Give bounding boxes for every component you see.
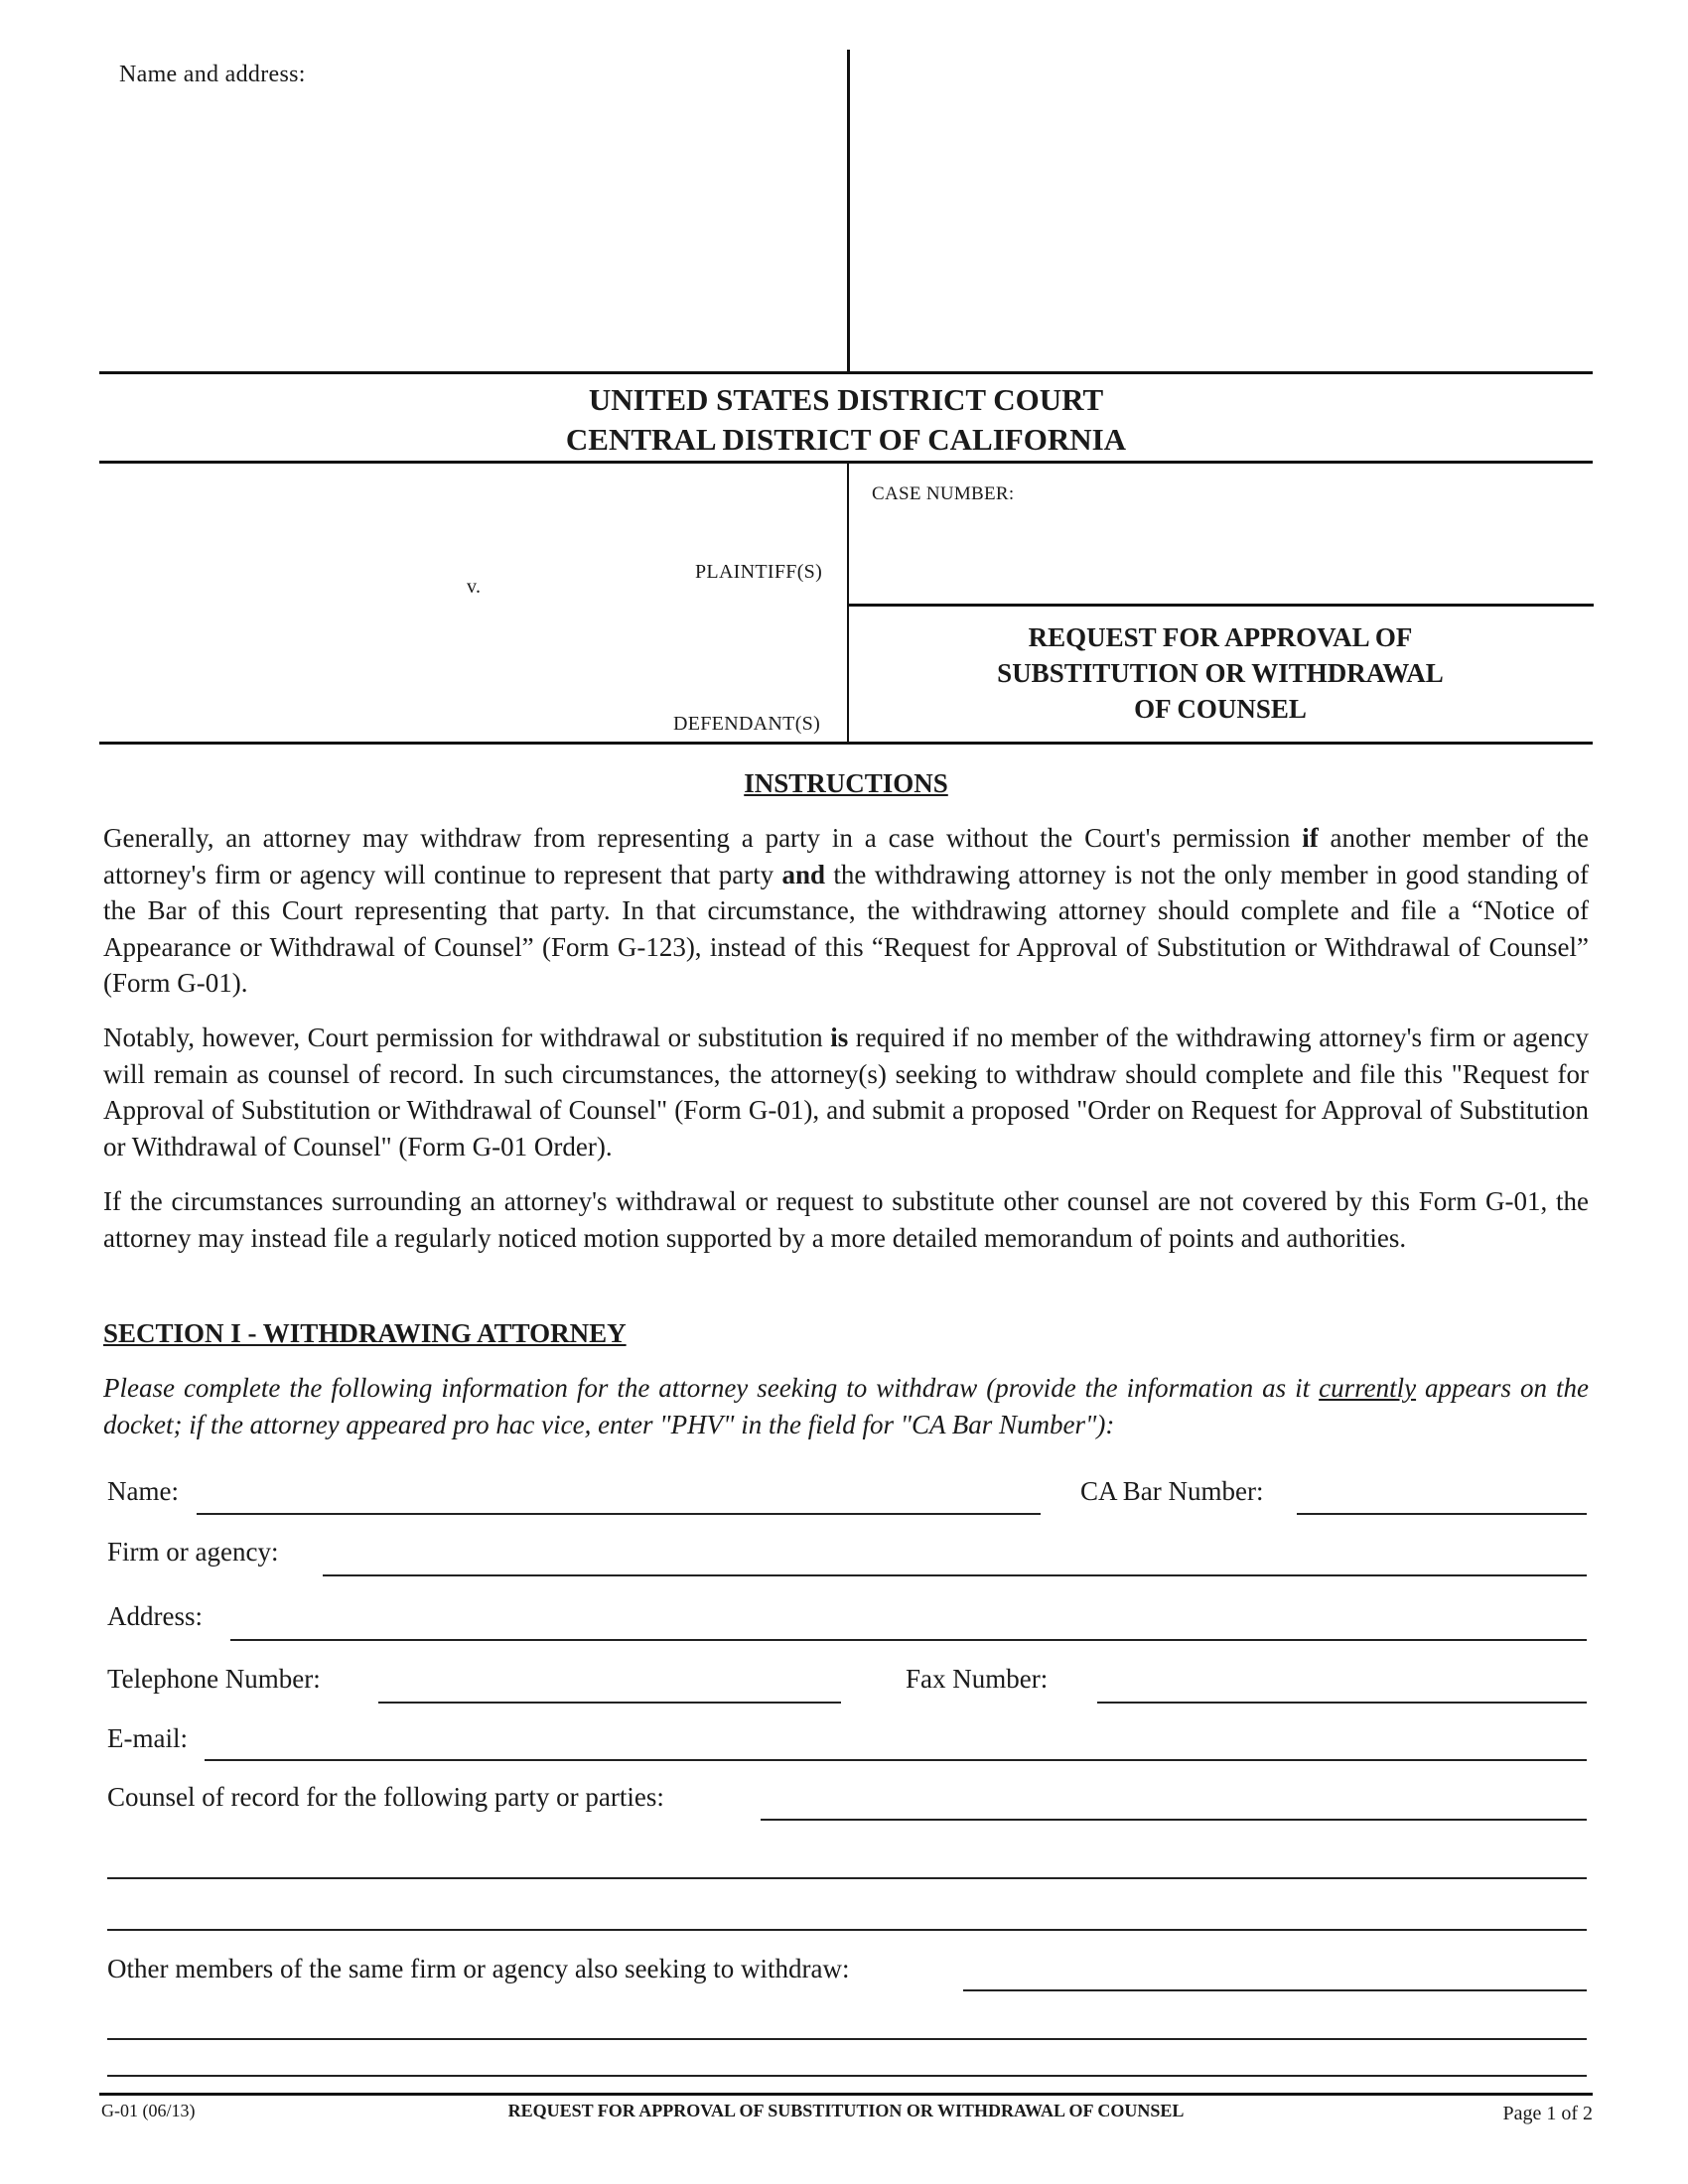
footer-page-number: Page 1 of 2 — [1502, 2103, 1593, 2124]
court-line1: UNITED STATES DISTRICT COURT — [588, 382, 1104, 417]
caption-bottom-rule — [99, 742, 1593, 745]
p1-and: and — [781, 859, 826, 889]
fax-label: Fax Number: — [906, 1664, 1049, 1694]
header-vertical-divider — [847, 50, 850, 372]
court-top-rule — [99, 371, 1593, 374]
ca-bar-field-line — [1297, 1513, 1587, 1515]
name-field-line — [197, 1513, 1041, 1515]
case-number-rule — [847, 604, 1594, 607]
p2-is: is — [830, 1023, 849, 1052]
counsel-field-line-3 — [107, 1929, 1587, 1931]
footer-rule — [99, 2093, 1593, 2096]
others-field-line-2 — [107, 2038, 1587, 2040]
section-1-note — [103, 1370, 1589, 1442]
case-number-label: CASE NUMBER: — [872, 483, 1015, 504]
p1-text-a: Generally, an attorney may withdraw from representing a party in a case without the Court's permission — [103, 823, 1303, 853]
section-1-heading: SECTION I - WITHDRAWING ATTORNEY — [103, 1318, 627, 1348]
firm-label: Firm or agency: — [107, 1537, 279, 1567]
telephone-label: Telephone Number: — [107, 1664, 321, 1694]
note-text-b: appears on the docket; if the attorney appeared pro hac vice, enter "PHV" in the field for "CA Bar Number"): — [103, 1373, 1589, 1439]
others-field-line-3 — [107, 2075, 1587, 2077]
name-label: Name: — [107, 1476, 179, 1506]
firm-field-line — [323, 1574, 1587, 1576]
court-line2: CENTRAL DISTRICT OF CALIFORNIA — [565, 422, 1127, 457]
parties-field[interactable] — [103, 467, 838, 735]
p1-if: if — [1302, 823, 1319, 853]
others-label: Other members of the same firm or agency also seeking to withdraw: — [107, 1954, 850, 1983]
versus-label: v. — [467, 576, 482, 598]
instructions-heading: INSTRUCTIONS — [744, 768, 948, 798]
p2-text-b: required if no member of the withdrawing attorney's firm or agency will remain as counsel of record. In such circumstances, the attorney(s) seeking to withdraw should complete and file this "Request for Approval of Substitution or Withdrawal of Counsel" (Form G-01), and submit a proposed "Order on Request for Approval of Substitution or Withdrawal of Counsel" (Form G-01 Order). — [103, 1023, 1589, 1161]
note-text-a: Please complete the following information for the attorney seeking to withdraw (provide the information as it — [103, 1373, 1320, 1403]
p2-text-a: Notably, however, Court permission for withdrawal or substitution — [103, 1023, 831, 1052]
form-title-line3: OF COUNSEL — [1134, 694, 1307, 724]
telephone-field-line — [378, 1702, 841, 1704]
address-label: Address: — [107, 1601, 203, 1631]
email-label: E-mail: — [107, 1723, 188, 1753]
footer-title: REQUEST FOR APPROVAL OF SUBSTITUTION OR WITHDRAWAL OF COUNSEL — [507, 2101, 1185, 2120]
name-address-label: Name and address: — [119, 62, 306, 87]
address-field-line — [230, 1639, 1587, 1641]
court-name — [99, 380, 1593, 460]
counsel-field-line-2 — [107, 1877, 1587, 1879]
p1-text-b: another member of the attorney's firm or agency will continue to represent that party — [103, 823, 1589, 889]
form-title-line2: SUBSTITUTION OR WITHDRAWAL — [997, 658, 1444, 688]
fax-field-line — [1097, 1702, 1587, 1704]
instructions-paragraph-1 — [103, 820, 1589, 1002]
instructions-paragraph-3: If the circumstances surrounding an attorney's withdrawal or request to substitute other counsel are not covered by this Form G-01, the attorney may instead file a regularly noticed motion supported by a more detailed memorandum of points and authorities. — [103, 1186, 1589, 1253]
name-address-field[interactable] — [103, 95, 838, 363]
instructions-paragraph-2 — [103, 1020, 1589, 1164]
defendant-label: DEFENDANT(S) — [673, 713, 821, 735]
court-bottom-rule — [99, 461, 1593, 464]
note-currently: currently — [1319, 1373, 1417, 1403]
email-field-line — [205, 1759, 1587, 1761]
counsel-field-line-1 — [761, 1819, 1587, 1821]
case-number-field[interactable] — [862, 511, 1582, 601]
counsel-label: Counsel of record for the following party or parties: — [107, 1782, 664, 1812]
form-title-line1: REQUEST FOR APPROVAL OF — [1028, 622, 1413, 652]
ca-bar-label: CA Bar Number: — [1080, 1476, 1264, 1506]
plaintiff-label: PLAINTIFF(S) — [695, 561, 823, 583]
others-field-line-1 — [963, 1989, 1587, 1991]
form-title — [847, 619, 1594, 727]
footer-form-code: G-01 (06/13) — [101, 2101, 196, 2120]
p1-text-c: the withdrawing attorney is not the only member in good standing of the Bar of this Court representing that party. In that circumstance, the withdrawing attorney should complete and file a “Notice of Appearance or Withdrawal of Counsel” (Form G-123), instead of this “Request for Approval of Substitution or Withdrawal of Counsel” (Form G-01). — [103, 859, 1589, 998]
